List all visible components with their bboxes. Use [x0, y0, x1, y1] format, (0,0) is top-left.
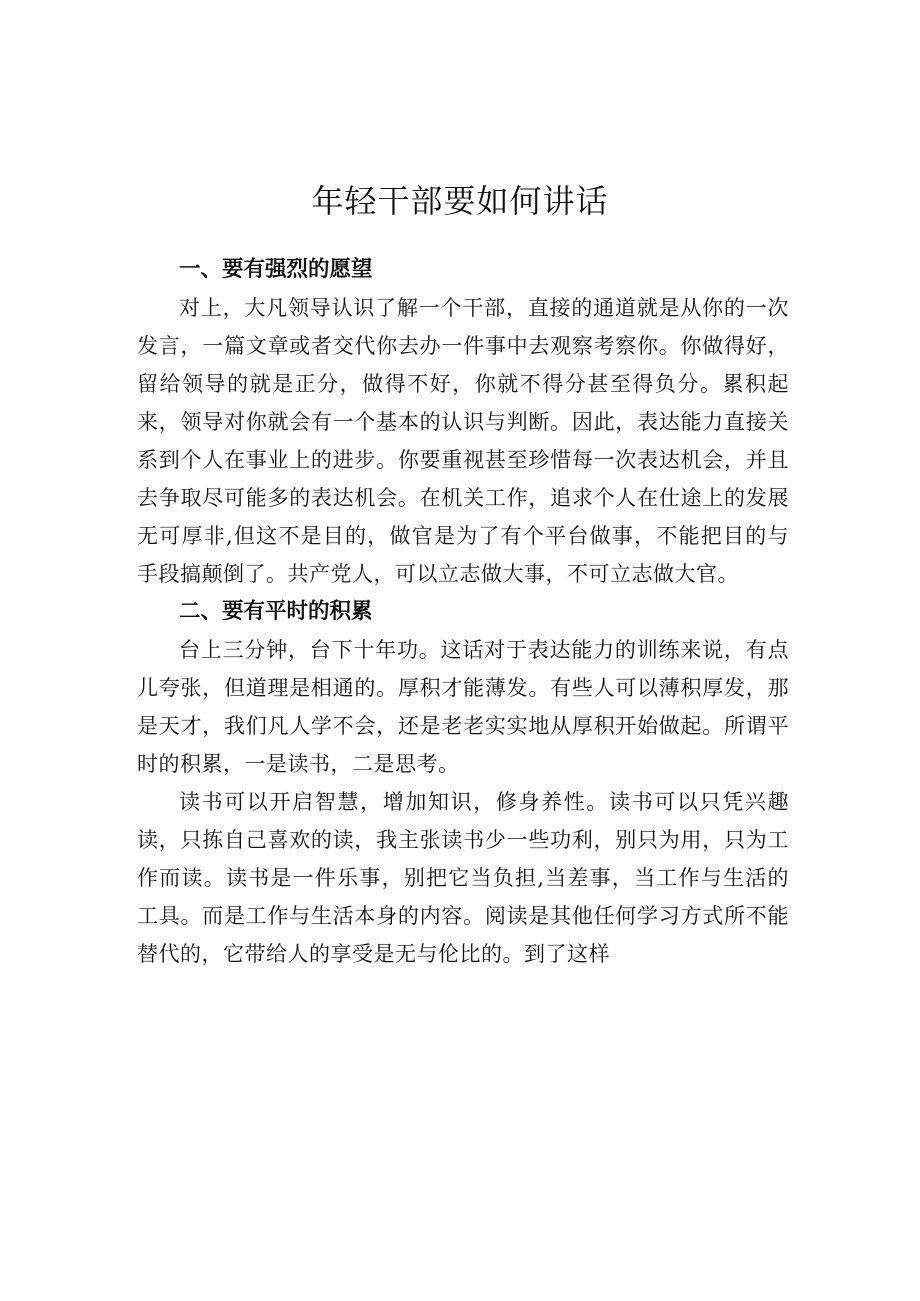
section-1	[137, 251, 789, 593]
document-body	[137, 251, 789, 973]
section-heading: 二、要有平时的积累	[179, 599, 373, 624]
paragraph: 台上三分钟，台下十年功。这话对于表达能力的训练来说，有点儿夸张，但道理是相通的。厚积才能薄发。有些人可以薄积厚发，那是天才，我们凡人学不会，还是老老实实地从厚积开始做起。所谓平时的积累，一是读书，二是思考。	[137, 638, 789, 776]
section-heading: 一、要有强烈的愿望	[179, 257, 373, 282]
paragraph: 读书可以开启智慧，增加知识，修身养性。读书可以只凭兴趣读，只拣自己喜欢的读，我主张读书少一些功利，别只为用，只为工作而读。读书是一件乐事，别把它当负担,当差事，当工作与生活的工具。而是工作与生活本身的内容。阅读是其他任何学习方式所不能替代的，它带给人的享受是无与伦比的。到了这样	[137, 790, 789, 966]
section-2	[137, 593, 789, 973]
paragraph: 对上，大凡领导认识了解一个干部，直接的通道就是从你的一次发言，一篇文章或者交代你去办一件事中去观察考察你。你做得好，留给领导的就是正分，做得不好，你就不得分甚至得负分。累积起来，领导对你就会有一个基本的认识与判断。因此，表达能力直接关系到个人在事业上的进步。你要重视甚至珍惜每一次表达机会，并且去争取尽可能多的表达机会。在机关工作，追求个人在仕途上的发展无可厚非,但这不是目的，做官是为了有个平台做事，不能把目的与手段搞颠倒了。共产党人，可以立志做大事，不可立志做大官。	[137, 296, 789, 586]
document-title: 年轻干部要如何讲话	[311, 182, 609, 221]
